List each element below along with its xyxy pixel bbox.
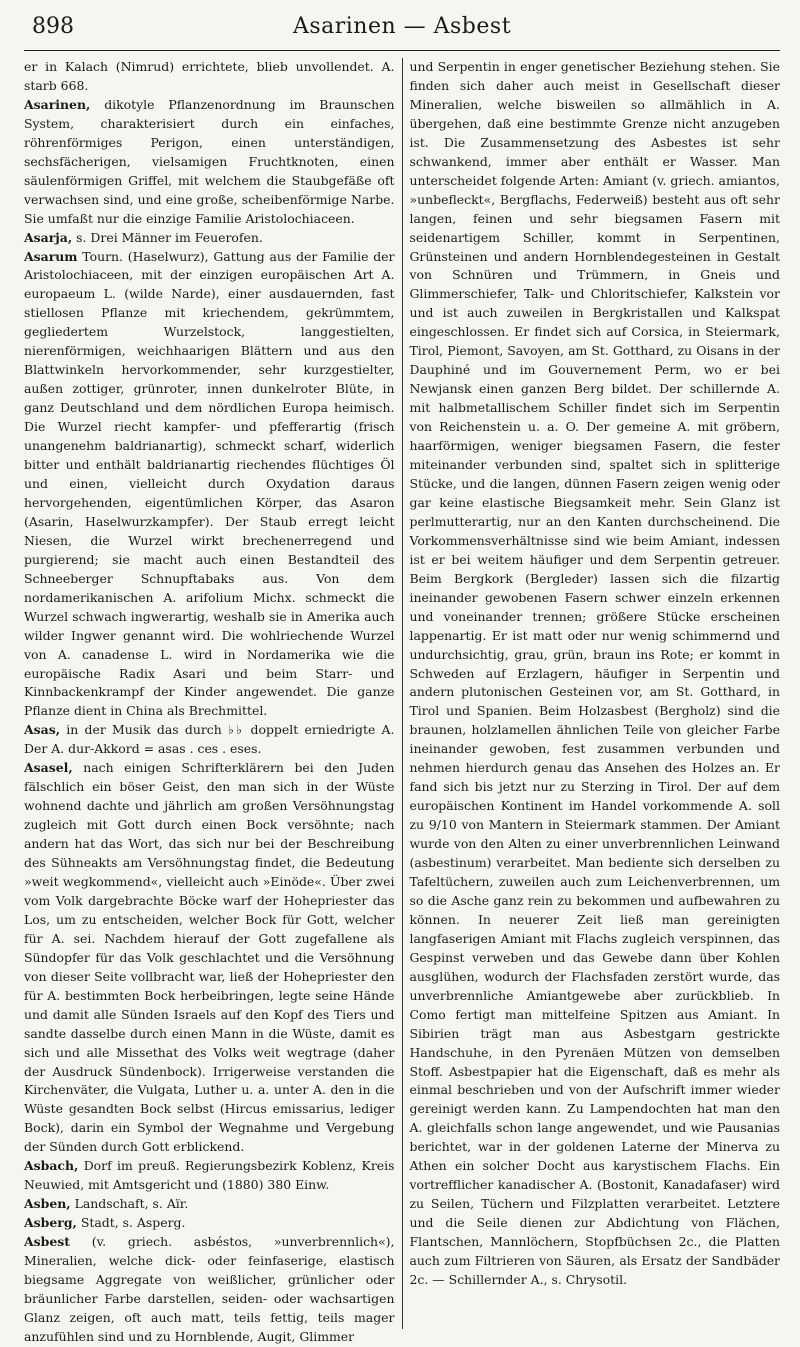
entry-headword: Asberg,	[24, 1215, 77, 1231]
entry-headword: Asarja,	[24, 229, 73, 245]
entry-kalach-continuation: er in Kalach (Nimrud) errichtete, blieb unvollendet. A. starb 668.	[24, 59, 395, 93]
page-header	[24, 6, 780, 51]
entry-asberg: Asberg, Stadt, s. Asperg.	[24, 1215, 186, 1231]
entry-headword: Asarinen,	[24, 96, 91, 112]
entry-headword: Asas,	[24, 722, 61, 738]
entry-headword: Asben,	[24, 1196, 71, 1212]
entry-asas: Asas, in der Musik das durch ♭♭ doppelt erniedrigte A. Der A. dur-Akkord = asas . ces . eses.	[24, 722, 395, 757]
entry-asarum: Asarum Tourn. (Haselwurz), Gattung aus der Familie der Aristolochiaceen, mit der einzigen europäischen Art A. europaeum L. (wilde Narde), einer ausdauernden, fast stiellosen Pflanze mit kriechendem, gekrümmtem, gegliedertem Wurzelstock, langgestielten, nierenförmigen, weichhaarigen Blättern und aus den Blattwinkeln hervorkommender, sehr kurzgestielter, außen zottiger, grünroter, innen dunkelroter Blüte, in ganz Deutschland und dem nördlichen Europa heimisch. Die Wurzel riecht kampfer- und pfefferartig (frisch unangenehm baldrianartig), schmeckt scharf, widerlich bitter und enthält baldrianartig riechendes flüchtiges Öl und einen, vielleicht durch Oxydation daraus hervorgehenden, eigentümlichen Körper, das Asaron (Asarin, Haselwurzkampfer). Der Staub erregt leicht Niesen, die Wurzel wirkt brechenerregend und purgierend; sie macht auch einen Bestandteil des Schneeberger Schnupftabaks aus. Von dem nordamerikanischen A. arifolium Michx. schmeckt die Wurzel schwach ingwerartig, weshalb sie in Amerika auch wilder Ingwer genannt wird. Die wohlriechende Wurzel von A. canadense L. wird in Nordamerika wie die europäische Radix Asari und beim Starr- und Kinnbackenkrampf der Kinder angewendet. Die ganze Pflanze dient in China als Brechmittel.	[24, 248, 395, 719]
page-number: 898	[32, 14, 74, 39]
entry-headword: Asasel,	[24, 760, 73, 776]
entry-headword: Asarum	[24, 248, 78, 264]
entry-asbest: Asbest (v. griech. asbéstos, »unverbrennlich«), Mineralien, welche dick- oder feinfaserige, elastisch biegsame Aggregate von weißlicher, grünlicher oder bräunlicher Farbe darstellen, seiden- oder wachsartigen Glanz zeigen, oft auch matt, teils fettig, teils mager anzufühlen sind und zu Hornblende, Augit, Glimmer	[24, 1234, 395, 1344]
entry-headword: Asbach,	[24, 1158, 79, 1174]
entry-asarinen: Asarinen, dikotyle Pflanzenordnung im Braunschen System, charakterisiert durch ein einfaches, röhrenförmiges Perigon, einen unterständigen, sechsfächerigen, vielsamigen Fruchtknoten, einen säulenförmigen Griffel, mit welchem die Staubgefäße oft verwachsen sind, und eine große, scheibenförmige Narbe. Sie umfaßt nur die einzige Familie Aristolochiaceen.	[24, 96, 395, 226]
entry-asbest-continuation: und Serpentin in enger genetischer Beziehung stehen. Sie finden sich daher auch meist in Gesellschaft dieser Mineralien, welche bisweilen so allmählich in A. übergehen, daß eine bestimmte Grenze nicht anzugeben ist. Die Zusammensetzung des Asbestes ist sehr schwankend, immer aber enthält er Wasser. Man unterscheidet folgende Arten: Amiant (v. griech. amiantos, »unbefleckt«, Bergflachs, Federweiß) besteht aus oft sehr langen, feinen und sehr biegsamen Fasern mit seidenartigem Schiller, kommt in Serpentinen, Grünsteinen und andern Hornblendegesteinen in Gestalt von Schnüren und Trümmern, in Gneis und Glimmerschiefer, Talk- und Chloritschiefer, Kalkstein vor und ist auch zuweilen in Bergkristallen und Kalkspat eingeschlossen. Er findet sich auf Corsica, in Steiermark, Tirol, Piemont, Savoyen, am St. Gotthard, zu Oisans in der Dauphiné und im Gouvernement Perm, wo er bei Newjansk einen ganzen Berg bildet. Der schillernde A. mit halbmetallischem Schiller findet sich im Serpentin von Reichenstein u. a. O. Der gemeine A. mit gröbern, haarförmigen, weniger biegsamen Fasern, die fester miteinander verbunden sind, spaltet sich in splitterige Stücke, und die langen, dünnen Fasern zeigen wenig oder gar keine elastische Biegsamkeit mehr. Sein Glanz ist perlmutterartig, nur an den Kanten durchscheinend. Die Vorkommensverhältnisse sind wie beim Amiant, indessen ist er bei weitem häufiger und dem Serpentin getreuer. Beim Bergkork (Bergleder) lassen sich die filzartig ineinander gewobenen Fasern schwer einzeln erkennen und voneinander trennen; größere Stücke erscheinen lappenartig. Er ist matt oder nur wenig schimmernd und undurchsichtig, grau, grün, braun ins Rote; er kommt in Schweden auf Erzlagern, häufiger in Serpentin und andern plutonischen Gesteinen vor, am St. Gotthard, in Tirol und Spanien. Beim Holzasbest (Bergholz) sind die braunen, holzlamellen ähnlichen Teile von gleicher Farbe ineinander gewoben, fest zusammen verbunden und nehmen hierdurch genau das Ansehen des Holzes an. Er fand sich bis jetzt nur zu Sterzing in Tirol. Der auf dem europäischen Kontinent im Handel vorkommende A. soll zu 9/10 von Mantern in Steiermark stammen. Der Amiant wurde von den Alten zu einer unverbrennlichen Leinwand (asbestinum) verarbeitet. Man bediente sich derselben zu Tafeltüchern, zuweilen auch zum Leichenverbrennen, um so die Asche ganz rein zu bekommen und aufbewahren zu können. In neuerer Zeit ließ man gereinigten langfaserigen Amiant mit Flachs zugleich verspinnen, das Gespinst verweben und das Gewebe dann über Kohlen ausglühen, wodurch der Flachsfaden zerstört wurde, das unverbrennliche Amiantgewebe aber zurückblieb. In Como fertigt man mittelfeine Spitzen aus Amiant. In Sibirien trägt man aus Asbestgarn gestrickte Handschuhe, in den Pyrenäen Mützen von demselben Stoff. Asbestpapier hat die Eigenschaft, daß es mehr als einmal beschrieben und von der Aufschrift immer wieder gereinigt werden kann. Zu Lampendochten hat man den A. gleichfalls schon lange angewendet, und wie Pausanias berichtet, war in der goldenen Laterne der Minerva zu Athen ein solcher Docht aus karystischem Flachs. Ein vortrefflicher kanadischer A. (Bostonit, Kanadafaser) wird zu Seilen, Tüchern und Filzplatten verarbeitet. Letztere und die Seile dienen zur Abdichtung von Flächen, Flantschen, Mannlöchern, Stopfbüchsen 2c., die Platten auch zum Filtrieren von Säuren, als Ersatz der Sandbäder 2c. — Schillernder A., s. Chrysotil.	[409, 59, 780, 1287]
entry-asben: Asben, Landschaft, s. Aïr.	[24, 1196, 189, 1212]
entry-headword: Asbest	[24, 1234, 71, 1250]
entry-asbach: Asbach, Dorf im preuß. Regierungsbezirk Koblenz, Kreis Neuwied, mit Amtsgericht und (1880) 380 Einw.	[24, 1158, 395, 1193]
text-columns	[24, 58, 780, 1344]
left-column	[24, 58, 402, 1344]
entry-asarja: Asarja, s. Drei Männer im Feuerofen.	[24, 229, 263, 245]
running-title: Asarinen — Asbest	[292, 14, 512, 39]
right-column	[403, 58, 781, 1329]
entry-asasel: Asasel, nach einigen Schrifterklärern bei den Juden fälschlich ein böser Geist, den man sich in der Wüste wohnend dachte und jährlich am großen Versöhnungstag zugleich mit Gott durch einen Bock versöhnte; nach andern hat das Wort, das sich nur bei der Beschreibung des Sühneakts am Versöhnungstag findet, die Bedeutung »weit wegkommend«, vielleicht auch »Einöde«. Über zwei vom Volk dargebrachte Böcke warf der Hohepriester das Los, um zu entscheiden, welcher Bock für Gott, welcher für A. sei. Nachdem hierauf der Gott zugefallene als Sündopfer für das Volk geschlachtet und die Versöhnung von dieser Seite vollbracht war, ließ der Hohepriester den für A. bestimmten Bock herbeibringen, legte seine Hände und damit alle Sünden Israels auf den Kopf des Tiers und sandte dasselbe durch einen Mann in die Wüste, damit es sich und alle Missethat des Volks weit wegtrage (daher der Ausdruck Sündenbock). Irrigerweise verstanden die Kirchenväter, die Vulgata, Luther u. a. unter A. den in die Wüste gesandten Bock selbst (Hircus emissarius, lediger Bock), darin ein Symbol der Wegnahme und Vergebung der Sünden durch Gott erblickend.	[24, 760, 395, 1155]
